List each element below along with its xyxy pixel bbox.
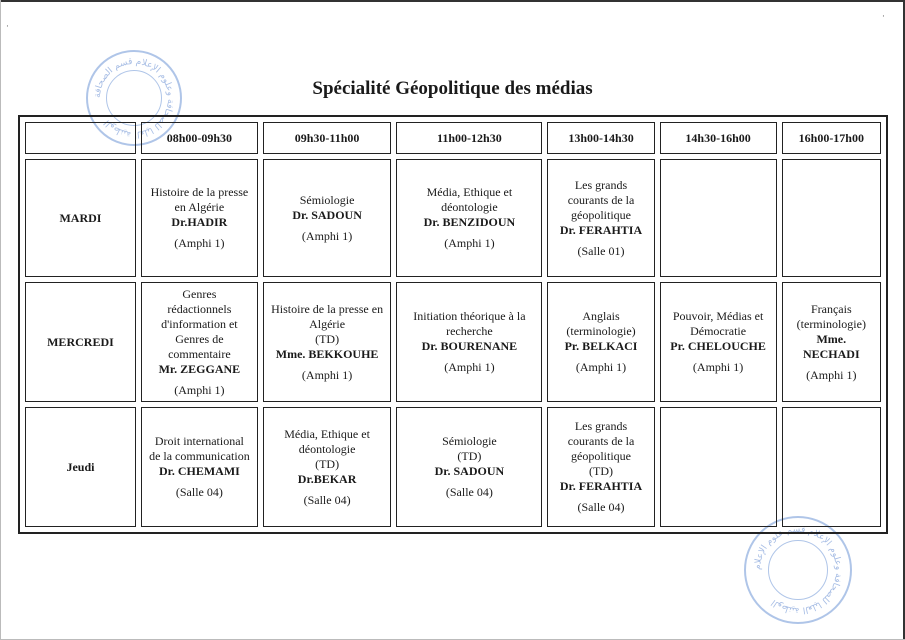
room-label: (Amphi 1) xyxy=(444,360,495,374)
course-cell xyxy=(263,282,391,402)
room-label: (Salle 01) xyxy=(577,243,625,258)
course-title-line: recherche xyxy=(446,324,493,338)
course-title-line: Les grands xyxy=(574,177,628,192)
instructor-name: Dr. FERAHTIA xyxy=(559,222,643,237)
course-title-line: de la communication xyxy=(149,449,250,463)
course-title-line: en Algérie xyxy=(174,200,225,214)
page-title: Spécialité Géopolitique des médias xyxy=(312,78,593,99)
course-cell xyxy=(396,159,542,277)
course-title-line: courants de la xyxy=(567,192,635,207)
room-label: (Salle 04) xyxy=(445,485,493,499)
room-label: (Salle 04) xyxy=(577,500,625,514)
timetable-row xyxy=(25,159,881,277)
room-label: (Salle 04) xyxy=(303,492,351,507)
instructor-name: Dr.HADIR xyxy=(171,215,228,229)
time-slot-header: 08h00-09h30 xyxy=(141,122,258,154)
course-title-line: Algérie xyxy=(309,316,346,331)
course-title-line: Sémiologie xyxy=(299,192,355,207)
instructor-name: Mme. BEKKOUHE xyxy=(275,346,379,361)
course-title-line: Média, Ethique et xyxy=(284,426,370,441)
instructor-name: NECHADI xyxy=(802,346,860,361)
time-slot-header: 09h30-11h00 xyxy=(263,122,391,154)
instructor-name: Dr. BENZIDOUN xyxy=(423,215,516,229)
course-title-line: géopolitique xyxy=(571,449,632,463)
course-title-line: Genres xyxy=(182,286,217,301)
course-title-line: rédactionnels xyxy=(167,301,232,316)
room-label: (Amphi 1) xyxy=(444,236,495,250)
room-label: (Amphi 1) xyxy=(806,367,857,382)
scan-speck: · xyxy=(882,12,885,22)
instructor-name: Dr. SADOUN xyxy=(434,464,505,478)
course-title-line: Pouvoir, Médias et xyxy=(672,309,764,323)
course-cell xyxy=(396,407,542,527)
instructor-name: Dr. BOURENANE xyxy=(421,339,518,353)
room-label: (Amphi 1) xyxy=(174,382,225,397)
course-cell xyxy=(263,159,391,277)
day-label: MERCREDI xyxy=(25,282,136,402)
course-cell xyxy=(263,407,391,527)
course-title-line: Français xyxy=(810,301,852,316)
instructor-name: Dr. SADOUN xyxy=(292,207,362,222)
instructor-name: Dr. FERAHTIA xyxy=(559,479,643,493)
course-title-line: Média, Ethique et xyxy=(426,185,513,199)
time-slot-header: 11h00-12h30 xyxy=(396,122,542,154)
timetable-row xyxy=(25,282,881,402)
instructor-name: Pr. CHELOUCHE xyxy=(670,339,766,353)
course-title-line: déontologie xyxy=(298,441,356,456)
course-title-line: déontologie xyxy=(441,200,498,214)
course-title-line: commentaire xyxy=(168,346,231,361)
course-cell xyxy=(547,282,654,402)
course-title-line: (TD) xyxy=(589,464,614,478)
course-title-line: (TD) xyxy=(457,449,482,463)
course-cell xyxy=(141,282,258,402)
time-slot-header: 16h00-17h00 xyxy=(782,122,881,154)
course-cell xyxy=(660,407,777,527)
course-title-line: (TD) xyxy=(315,331,340,346)
page-border-top xyxy=(0,0,905,2)
instructor-name: Pr. BELKACI xyxy=(564,339,638,353)
course-title-line: (TD) xyxy=(315,456,340,471)
course-title-line: Démocratie xyxy=(690,324,747,338)
day-label: MARDI xyxy=(25,159,136,277)
time-slot-header: 14h30-16h00 xyxy=(660,122,777,154)
course-title-line: Histoire de la presse en xyxy=(271,301,384,316)
course-cell xyxy=(396,282,542,402)
course-title-line: (terminologie) xyxy=(566,324,636,338)
stamp-lettering: الوطنية العليا للصحافة وعلوم الإعلام قسم الصحافة xyxy=(92,56,176,140)
course-title-line: d'information et xyxy=(161,316,238,331)
room-label: (Amphi 1) xyxy=(692,360,744,374)
corner-cell xyxy=(25,122,136,154)
course-cell xyxy=(660,282,777,402)
instructor-name: Mr. ZEGGANE xyxy=(158,361,241,376)
course-cell xyxy=(660,159,777,277)
timetable-header-row xyxy=(25,122,881,154)
course-title-line: Droit international xyxy=(154,434,244,448)
room-label: (Salle 04) xyxy=(175,485,223,499)
room-label: (Amphi 1) xyxy=(301,367,353,382)
course-title-line: (terminologie) xyxy=(796,316,866,331)
course-cell xyxy=(141,407,258,527)
svg-text:الوطنية العليا للصحافة وعلوم ا xyxy=(753,525,843,615)
course-title-line: Genres de xyxy=(175,331,224,346)
room-label: (Amphi 1) xyxy=(301,228,353,243)
timetable xyxy=(18,115,888,534)
course-cell xyxy=(547,407,654,527)
course-title-line: Histoire de la presse xyxy=(150,185,249,199)
room-label: (Amphi 1) xyxy=(575,360,627,374)
course-cell xyxy=(547,159,654,277)
course-cell xyxy=(141,159,258,277)
instructor-name: Dr. CHEMAMI xyxy=(158,464,240,478)
course-title-line: Initiation théorique à la xyxy=(413,309,526,323)
course-title-line: courants de la xyxy=(567,434,635,448)
stamp-lettering: الوطنية العليا للصحافة وعلوم الإعلام قسم علوم الإعلام xyxy=(752,524,844,616)
course-cell xyxy=(782,282,881,402)
course-title-line: géopolitique xyxy=(571,207,632,222)
room-label: (Amphi 1) xyxy=(174,236,225,250)
scan-speck: · xyxy=(6,22,9,32)
course-cell xyxy=(782,159,881,277)
course-title-line: Les grands xyxy=(574,419,628,433)
course-cell xyxy=(782,407,881,527)
instructor-name: Mme. xyxy=(816,331,847,346)
day-label: Jeudi xyxy=(25,407,136,527)
course-title-line: Sémiologie xyxy=(442,434,497,448)
instructor-name: Dr.BEKAR xyxy=(297,471,357,486)
course-title-line: Anglais xyxy=(582,309,620,323)
time-slot-header: 13h00-14h30 xyxy=(547,122,654,154)
timetable-row xyxy=(25,407,881,527)
